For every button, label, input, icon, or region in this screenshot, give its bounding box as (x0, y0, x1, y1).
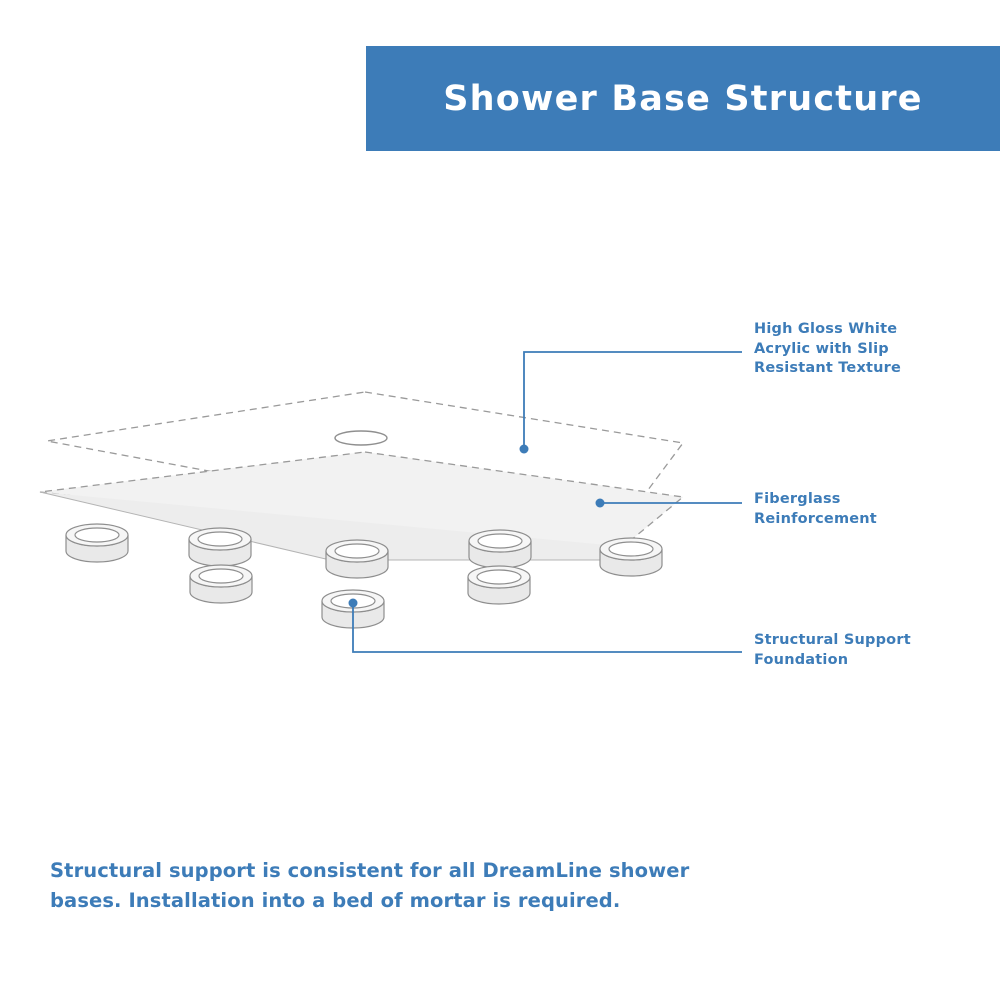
footer-note: Structural support is consistent for all DreamLine shower bases. Installation into a bed of mortar is required. (50, 859, 690, 913)
support-ring (190, 565, 252, 603)
callout-fiberglass-line-1: Fiberglass (754, 491, 841, 507)
support-ring (469, 530, 531, 568)
callout-acrylic-line-3: Resistant Texture (754, 360, 902, 377)
support-ring (326, 540, 388, 578)
callout-label-fiberglass (754, 490, 944, 529)
callout-acrylic-line-2: Acrylic with Slip (754, 340, 889, 357)
callout-support-line-2: Foundation (754, 651, 849, 668)
callout-support-line-1: Structural Support (754, 632, 911, 648)
callout-acrylic-line-1: High Gloss White (754, 321, 898, 337)
callout-label-support (754, 631, 954, 670)
drain-opening (335, 431, 387, 445)
page-title: Shower Base Structure (443, 78, 923, 119)
callout-fiberglass-line-2: Reinforcement (754, 510, 877, 527)
support-ring (600, 538, 662, 576)
support-ring (468, 566, 530, 604)
callout-label-acrylic (754, 320, 944, 379)
support-ring (66, 524, 128, 562)
support-ring (189, 528, 251, 566)
